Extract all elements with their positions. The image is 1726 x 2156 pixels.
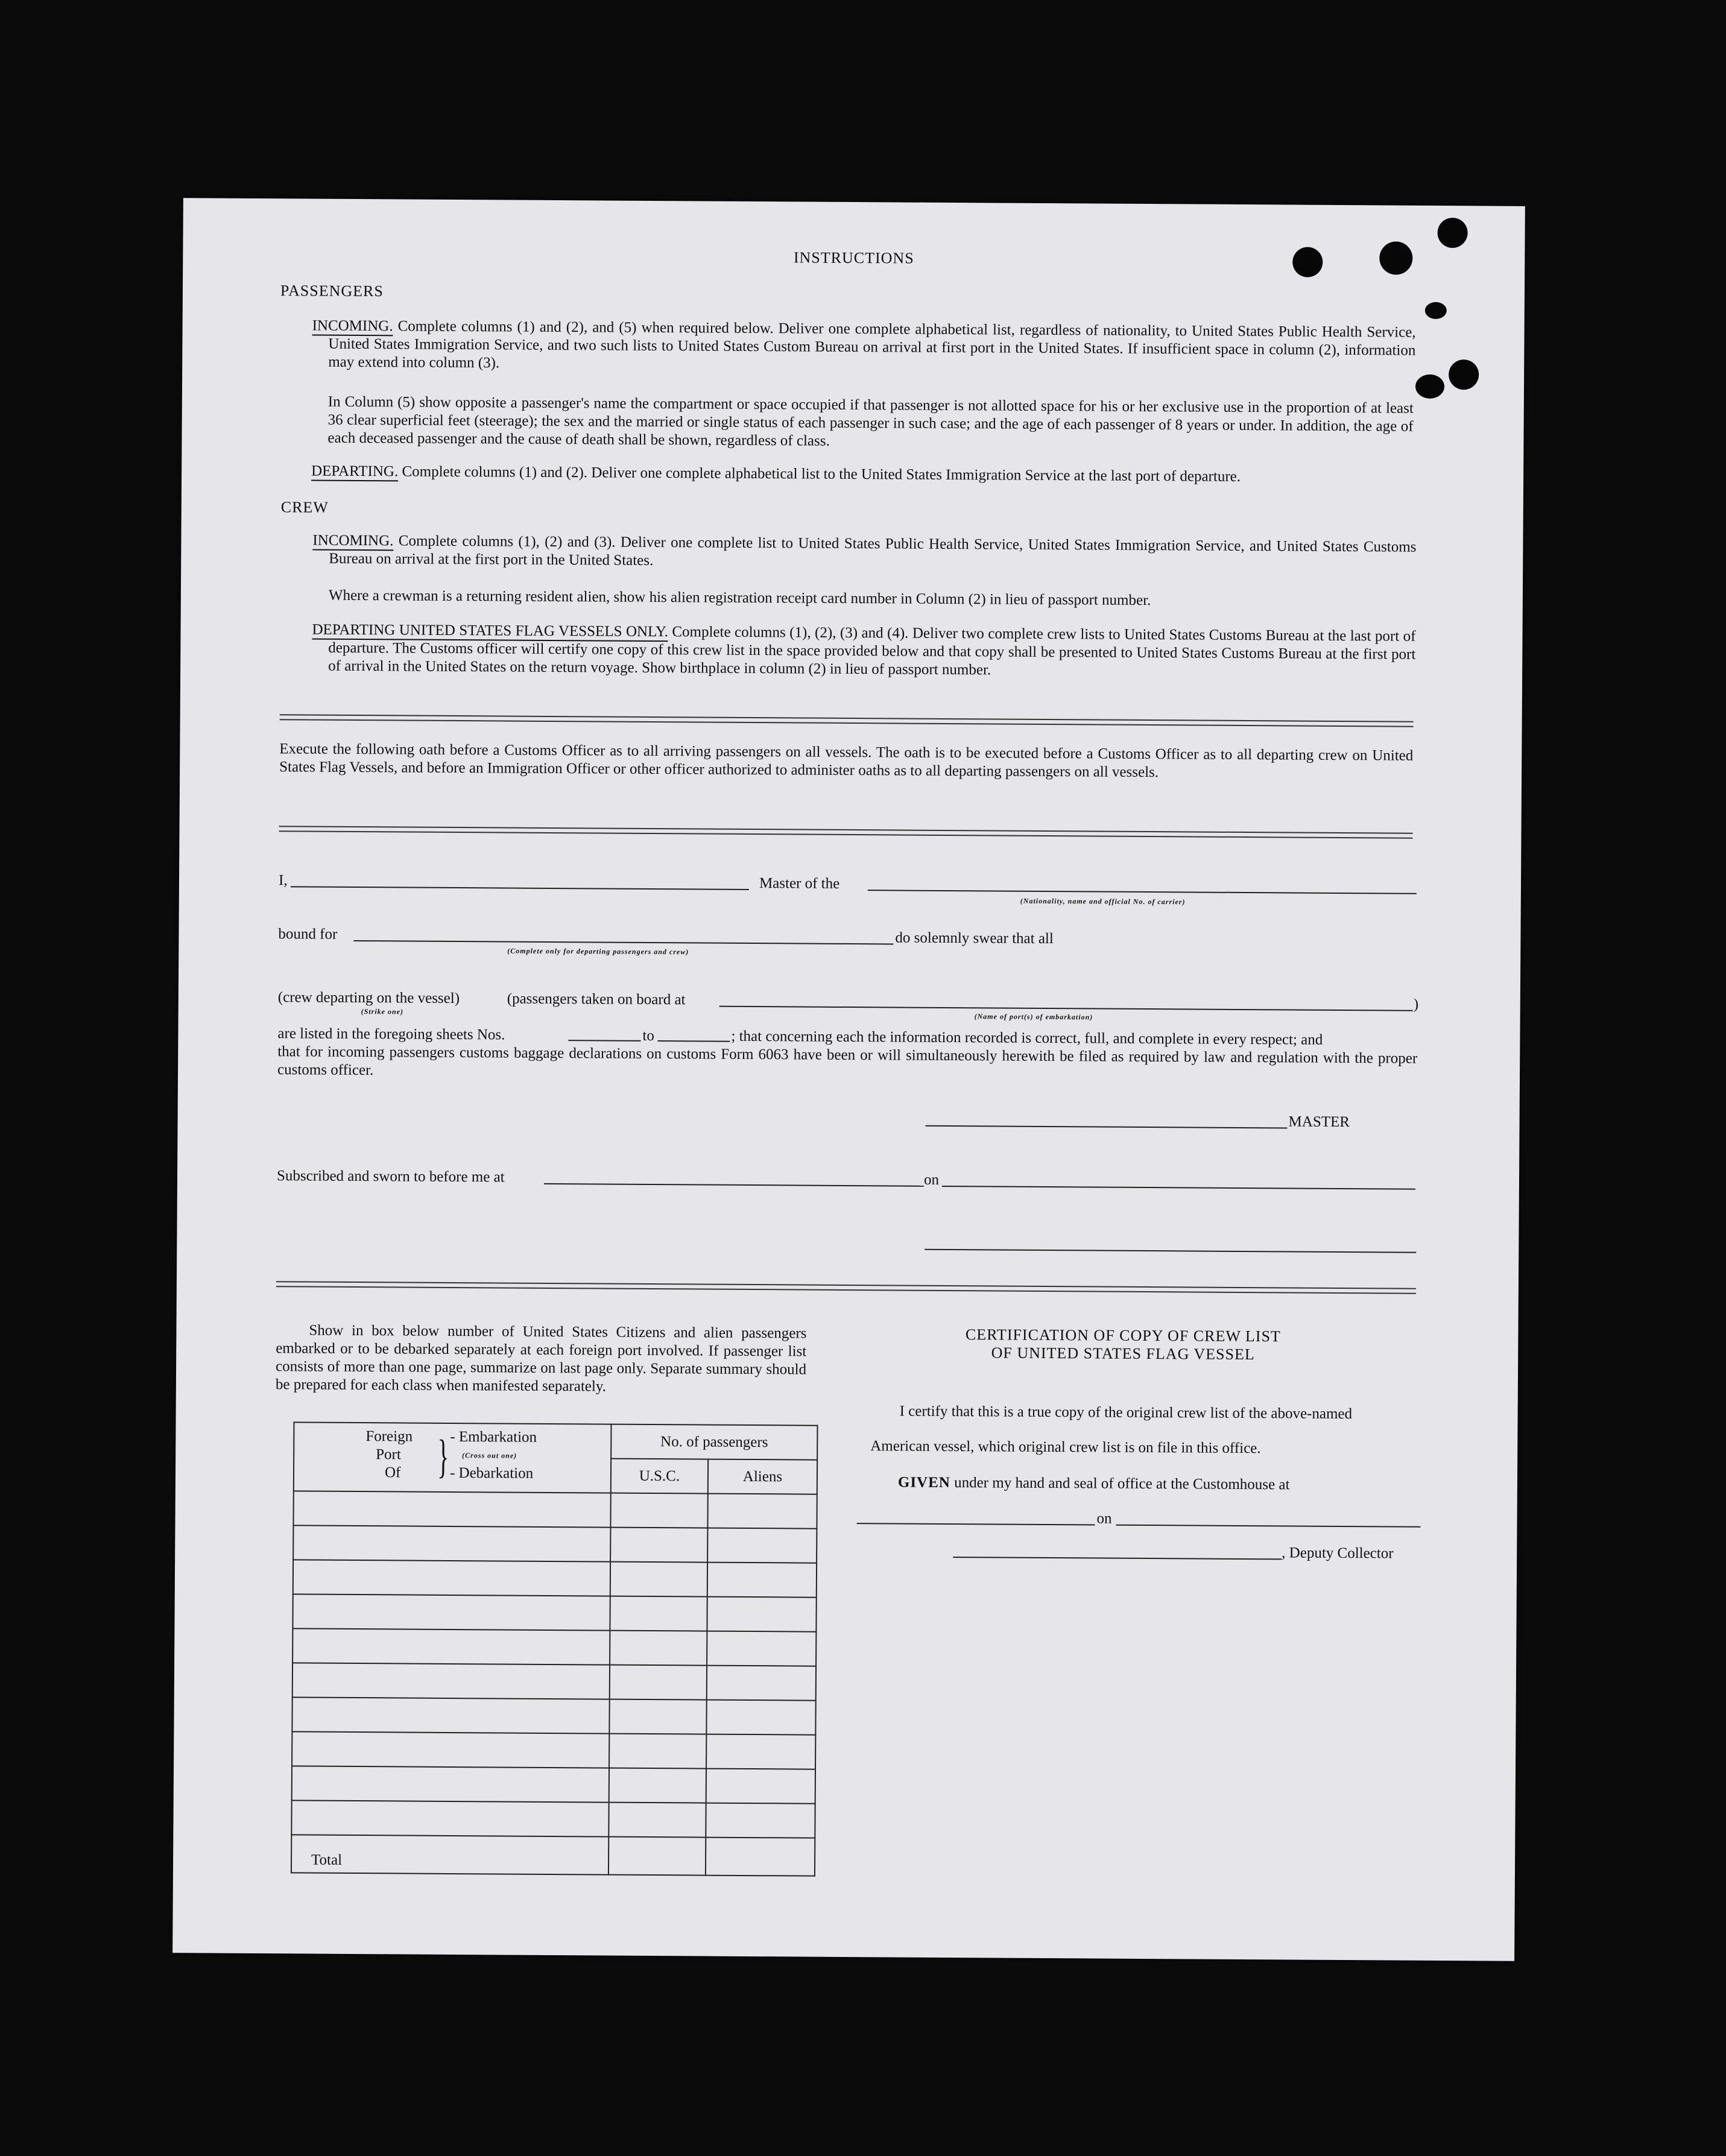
oath-i-label: I, bbox=[278, 872, 288, 889]
crew-departing-text: Complete columns (1), (2), (3) and (4). Deliver two complete crew lists to United States Customs Bureau at the last port of departure. The Customs officer will certify one copy of this crew list in the space provided below and that copy shall be presented to United States Customs Bureau at the first port of arrival in the United States on the return voyage. Show birthplace in column (2) in lieu of passport number. bbox=[328, 624, 1416, 678]
foreign-label: Foreign bbox=[365, 1428, 413, 1445]
port-cell[interactable] bbox=[291, 1800, 609, 1836]
sworn-on-label: on bbox=[923, 1171, 940, 1188]
total-usc-cell[interactable] bbox=[609, 1837, 706, 1876]
total-label: Total bbox=[291, 1835, 609, 1874]
port-cell[interactable] bbox=[292, 1697, 609, 1733]
strike-one-caption: (Strike one) bbox=[361, 1007, 404, 1016]
usc-cell[interactable] bbox=[610, 1631, 707, 1666]
aliens-cell[interactable] bbox=[706, 1803, 815, 1838]
table-row bbox=[291, 1800, 815, 1838]
port-cell[interactable] bbox=[293, 1525, 610, 1561]
ports-caption: (Name of port(s) of embarkation) bbox=[974, 1012, 1093, 1022]
port-cell[interactable] bbox=[292, 1628, 610, 1664]
crew-incoming-label: INCOMING. bbox=[312, 533, 393, 551]
listed-rest: ; that concerning each the information recorded is correct, full, and complete in every respect; and bbox=[731, 1028, 1323, 1048]
table-row bbox=[292, 1663, 816, 1700]
bound-for-label: bound for bbox=[278, 926, 338, 943]
master-of-label: Master of the bbox=[759, 875, 840, 892]
crew-departing-label: DEPARTING UNITED STATES FLAG VESSELS ONLY. bbox=[312, 622, 668, 642]
table-row bbox=[292, 1697, 815, 1734]
crew-incoming-text: Complete columns (1), (2) and (3). Deliver one complete list to United States Public Health Service, United States Immigration Service, and United States Customs Bureau on arrival at the first port in the United States. bbox=[329, 533, 1417, 569]
port-cell[interactable] bbox=[292, 1594, 610, 1630]
divider-2 bbox=[279, 826, 1412, 838]
port-cell[interactable] bbox=[293, 1560, 610, 1596]
brace-icon: } bbox=[437, 1429, 449, 1482]
oath-intro: Execute the following oath before a Customs Officer as to all arriving passengers on all vessels. The oath is to be executed before a Customs Officer as to all departing crew on United States Flag Vessels, and before an Immigration Officer or other officer authorized to administer oaths as to all departing passengers on all vessels. bbox=[279, 741, 1414, 781]
usc-cell[interactable] bbox=[609, 1803, 706, 1838]
sworn-date-field[interactable] bbox=[942, 1186, 1415, 1190]
debarkation-label: - Debarkation bbox=[449, 1464, 534, 1482]
deputy-collector-label: , Deputy Collector bbox=[1282, 1544, 1394, 1562]
aliens-cell[interactable] bbox=[706, 1734, 815, 1769]
passenger-summary-table bbox=[291, 1421, 818, 1876]
listed-to: to bbox=[642, 1027, 654, 1045]
passengers-taken-option: (passengers taken on board at bbox=[507, 990, 686, 1008]
port-cell[interactable] bbox=[292, 1663, 610, 1699]
passengers-departing-label: DEPARTING. bbox=[311, 463, 398, 482]
punch-hole-4 bbox=[1425, 302, 1447, 319]
foreign-port-header bbox=[294, 1422, 612, 1493]
punch-hole-6 bbox=[1449, 359, 1479, 390]
certify-text: I certify that this is a true copy of the original crew list of the above-named bbox=[899, 1403, 1353, 1423]
crew-departing-option: (crew departing on the vessel) bbox=[277, 989, 460, 1007]
listed-pre: are listed in the foregoing sheets Nos. bbox=[277, 1025, 505, 1043]
embarkation-label: - Embarkation bbox=[450, 1428, 537, 1446]
listed-continuation: that for incoming passengers customs baggage declarations on customs Form 6063 have been or will simultaneously herewith be filed as required by law and regulation with the proper customs officer. bbox=[277, 1043, 1418, 1079]
usc-cell[interactable] bbox=[609, 1734, 706, 1769]
usc-cell[interactable] bbox=[609, 1768, 706, 1803]
port-cell[interactable] bbox=[293, 1491, 610, 1527]
table-row bbox=[292, 1731, 815, 1769]
master-label: MASTER bbox=[1288, 1113, 1350, 1131]
master-signature-field[interactable] bbox=[926, 1125, 1288, 1129]
usc-cell[interactable] bbox=[609, 1699, 706, 1734]
summary-header-row-1 bbox=[294, 1422, 817, 1459]
aliens-header: Aliens bbox=[708, 1459, 817, 1494]
given-label: GIVEN bbox=[897, 1474, 950, 1491]
port-cell[interactable] bbox=[292, 1766, 609, 1802]
carrier-caption: (Nationality, name and official No. of carrier) bbox=[1020, 896, 1186, 906]
page-title: INSTRUCTIONS bbox=[793, 248, 914, 267]
master-name-field[interactable] bbox=[291, 886, 749, 890]
certification-date-field[interactable] bbox=[1116, 1525, 1420, 1528]
usc-cell[interactable] bbox=[610, 1665, 707, 1700]
passengers-departing-paragraph bbox=[311, 463, 1415, 487]
close-paren: ) bbox=[1413, 996, 1419, 1013]
certification-title-line-2: OF UNITED STATES FLAG VESSEL bbox=[991, 1344, 1255, 1364]
bound-for-caption: (Complete only for departing passengers and crew) bbox=[507, 946, 689, 956]
usc-cell[interactable] bbox=[610, 1596, 707, 1631]
given-line bbox=[898, 1474, 1290, 1494]
usc-cell[interactable] bbox=[610, 1562, 707, 1597]
sworn-location-field[interactable] bbox=[544, 1183, 924, 1187]
certification-on-label: on bbox=[1096, 1510, 1112, 1527]
crew-departing-paragraph bbox=[312, 621, 1416, 682]
table-row bbox=[293, 1491, 817, 1528]
embarkation-port-field[interactable] bbox=[719, 1006, 1413, 1011]
passengers-incoming-label: INCOMING. bbox=[312, 318, 393, 337]
passengers-incoming-text: Complete columns (1) and (2), and (5) when required below. Deliver one complete alphabetical list, regardless of nationality, to United States Public Health Service, United States Immigration Service, and two such lists to United States Custom Bureau on arrival at first port in the United States. If insufficient space in column (2), information may extend into column (3). bbox=[328, 318, 1416, 371]
customhouse-field[interactable] bbox=[856, 1523, 1095, 1525]
swear-text: do solemnly swear that all bbox=[895, 929, 1054, 947]
divider-3 bbox=[276, 1281, 1416, 1294]
summary-instructions: Show in box below number of United States Citizens and alien passengers embarked or to be debarked separately at each foreign port involved. If passenger list consists of more than one page, summarize on last page only. Separate summary should be prepared for each class when manifested separately. bbox=[275, 1322, 807, 1395]
table-row bbox=[292, 1766, 815, 1803]
aliens-cell[interactable] bbox=[706, 1700, 815, 1735]
total-aliens-cell[interactable] bbox=[706, 1838, 815, 1876]
aliens-cell[interactable] bbox=[707, 1666, 816, 1701]
cross-out-caption: (Cross out one) bbox=[462, 1451, 517, 1460]
aliens-cell[interactable] bbox=[708, 1494, 817, 1529]
punch-hole-3 bbox=[1437, 218, 1467, 248]
american-vessel-text: American vessel, which original crew list is on file in this office. bbox=[870, 1438, 1261, 1457]
sheet-from-field[interactable] bbox=[568, 1040, 640, 1042]
aliens-cell[interactable] bbox=[707, 1597, 816, 1632]
passengers-departing-text: Complete columns (1) and (2). Deliver one complete alphabetical list to the United States Immigration Service at the last port of departure. bbox=[402, 463, 1241, 485]
table-row bbox=[293, 1560, 817, 1597]
resident-alien-paragraph: Where a crewman is a returning resident alien, show his alien registration receipt card number in Column (2) in lieu of passport number. bbox=[328, 587, 1151, 609]
aliens-cell[interactable] bbox=[706, 1769, 815, 1804]
aliens-cell[interactable] bbox=[707, 1631, 816, 1666]
sheet-to-field[interactable] bbox=[657, 1040, 730, 1042]
punch-hole-5 bbox=[1415, 375, 1444, 399]
crew-heading: CREW bbox=[280, 498, 329, 516]
officer-signature-field[interactable] bbox=[925, 1249, 1416, 1253]
divider-1 bbox=[280, 714, 1414, 727]
usc-cell[interactable] bbox=[610, 1493, 707, 1528]
port-cell[interactable] bbox=[292, 1731, 609, 1768]
port-label: Port bbox=[376, 1446, 401, 1463]
given-text: under my hand and seal of office at the Customhouse at bbox=[954, 1475, 1290, 1493]
crew-incoming-paragraph bbox=[312, 532, 1416, 575]
of-label: Of bbox=[384, 1464, 401, 1481]
certification-title-line-1: CERTIFICATION OF COPY OF CREW LIST bbox=[965, 1326, 1281, 1345]
passengers-heading: PASSENGERS bbox=[280, 282, 384, 300]
usc-cell[interactable] bbox=[610, 1528, 707, 1563]
passengers-incoming-paragraph bbox=[312, 317, 1416, 378]
column5-paragraph: In Column (5) show opposite a passenger's name the compartment or space occupied if that passenger is not allotted space for his or her exclusive use in the proportion of at least 36 clear superficial feet (steerage); the sex and the married or single status of each passenger in such case; and the age of each passenger of 8 years or under. In addition, the age of each deceased passenger and the cause of death shall be shown, regardless of class. bbox=[327, 393, 1414, 449]
aliens-cell[interactable] bbox=[707, 1563, 817, 1598]
aliens-cell[interactable] bbox=[707, 1528, 817, 1563]
table-row bbox=[292, 1594, 816, 1631]
deputy-collector-signature-field[interactable] bbox=[953, 1557, 1282, 1560]
carrier-field[interactable] bbox=[868, 890, 1417, 894]
subscribed-label: Subscribed and sworn to before me at bbox=[276, 1168, 505, 1186]
form-page bbox=[172, 198, 1525, 1961]
bound-for-field[interactable] bbox=[353, 940, 893, 944]
no-of-passengers-header: No. of passengers bbox=[611, 1424, 817, 1460]
usc-header: U.S.C. bbox=[611, 1459, 708, 1494]
table-row bbox=[292, 1628, 816, 1666]
total-row bbox=[291, 1835, 815, 1876]
table-row bbox=[293, 1525, 817, 1563]
